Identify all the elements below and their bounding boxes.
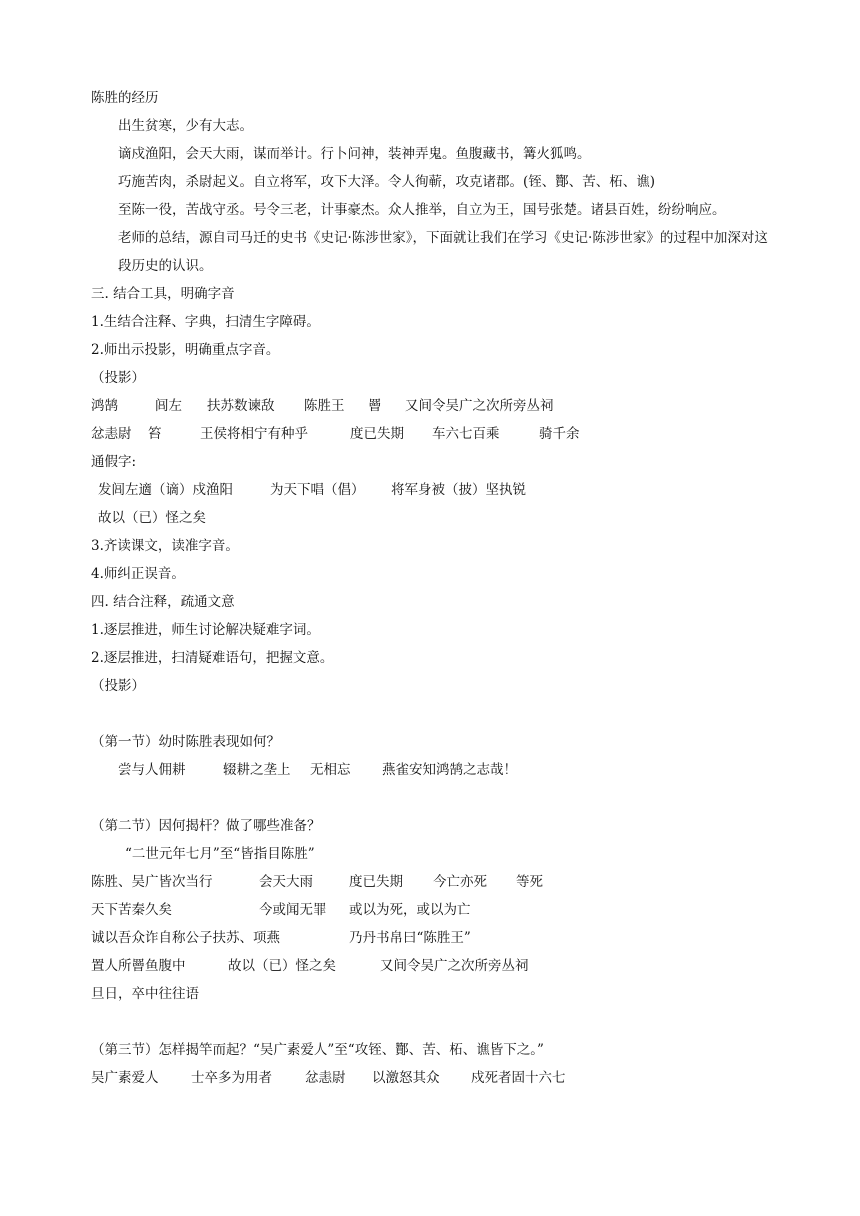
summary-line-1: 出生贫寒，少有大志。 (118, 118, 253, 134)
word: 度已失期 (350, 426, 404, 442)
part1-question: （第一节）幼时陈胜表现如何？ (91, 734, 280, 750)
part2-row-5: 旦日，卒中往往语 (91, 986, 199, 1002)
word: 闾左 (155, 398, 182, 414)
summary-line-3: 巧施苦肉，杀尉起义。自立将军，攻下大泽。令人徇蕲，攻克诸郡。(铚、酇、苦、柘、谯) (118, 174, 656, 190)
word: 发闾左適（谪）戍渔阳 (98, 482, 233, 498)
word: 将军身被（披）坚执锐 (391, 482, 526, 498)
word: 陈胜王 (304, 398, 345, 414)
word: 士卒多为用者 (191, 1070, 272, 1086)
summary-line-2: 谪戍渔阳，会天大雨，谋而举计。行卜问神，装神弄鬼。鱼腹藏书，篝火狐鸣。 (118, 146, 591, 162)
part3-question: （第三节）怎样揭竿而起？“吴广素爱人”至“攻铚、酇、苦、柘、谯皆下之。” (91, 1042, 544, 1058)
word: 等死 (516, 874, 543, 890)
word: 尝与人佣耕 (118, 762, 186, 778)
summary-line-4: 至陈一役，苦战守丞。号令三老，计事豪杰。众人推举，自立为王，国号张楚。诸县百姓，纷纷响应。 (118, 202, 726, 218)
word: 罾 (368, 398, 382, 414)
word: 今或闻无罪 (259, 902, 327, 918)
tongjia-label: 通假字: (91, 454, 137, 470)
part2-row-4 (91, 952, 781, 980)
teacher-note: 老师的总结，源自司马迁的史书《史记·陈涉世家》，下面就让我们在学习《史记·陈涉世家》的过程中加深对这段历史的认识。 (118, 230, 768, 274)
section3-step-4: 4.师纠正误音。 (91, 566, 185, 582)
word: 置人所罾鱼腹中 (91, 958, 186, 974)
part2-row-2 (91, 896, 781, 924)
section3-heading: 三. 结合工具，明确字音 (91, 286, 235, 302)
word: 王侯将相宁有种乎 (200, 426, 308, 442)
word: 今亡亦死 (433, 874, 487, 890)
word: 又间令吴广之次所旁丛祠 (380, 958, 529, 974)
word: 乃丹书帛曰“陈胜王” (349, 930, 471, 946)
word: 又间令吴广之次所旁丛祠 (405, 398, 554, 414)
section4-step-2: 2.逐层推进，扫清疑难语句，把握文意。 (91, 650, 334, 666)
word: 扶苏数谏敌 (207, 398, 275, 414)
section4-heading: 四. 结合注释，疏通文意 (91, 594, 235, 610)
word: 度已失期 (349, 874, 403, 890)
part2-row-1 (91, 868, 781, 896)
section3-step-2: 2.师出示投影，明确重点字音。 (91, 342, 280, 358)
pronunciation-row-2 (91, 420, 781, 448)
word: 笞 (148, 426, 162, 442)
word: 天下苦秦久矣 (91, 902, 172, 918)
projection-label: （投影） (91, 370, 145, 386)
word: 燕雀安知鸿鹄之志哉！ (382, 762, 517, 778)
word: 吴广素爱人 (91, 1070, 159, 1086)
section3-step-1: 1.生结合注释、字典，扫清生字障碍。 (91, 314, 320, 330)
part2-question: （第二节）因何揭杆？做了哪些准备？ (91, 818, 321, 834)
word: 以激怒其众 (372, 1070, 440, 1086)
word: 忿恚尉 (305, 1070, 346, 1086)
part3-row (91, 1064, 781, 1092)
projection-label-2: （投影） (91, 678, 145, 694)
part1-row (91, 756, 781, 784)
document-page (91, 84, 781, 1092)
pronunciation-row-1 (91, 392, 781, 420)
word: 或以为死，或以为亡 (349, 902, 471, 918)
tongjia-row-1 (91, 476, 781, 504)
tongjia-row-2: 故以（已）怪之矣 (98, 510, 206, 526)
word: 鸿鹄 (91, 398, 118, 414)
word: 忿恚尉 (91, 426, 132, 442)
word: 为天下唱（倡） (270, 482, 365, 498)
word: 辍耕之垄上 (223, 762, 291, 778)
part2-range: “二世元年七月”至“皆指目陈胜” (125, 846, 315, 862)
word: 诚以吾众诈自称公子扶苏、项燕 (91, 930, 280, 946)
word: 故以（已）怪之矣 (228, 958, 336, 974)
section-title: 陈胜的经历 (91, 90, 159, 106)
word: 骑千余 (539, 426, 580, 442)
word: 车六七百乘 (432, 426, 500, 442)
word: 陈胜、吴广皆次当行 (91, 874, 213, 890)
word: 无相忘 (310, 762, 351, 778)
section3-step-3: 3.齐读课文，读准字音。 (91, 538, 239, 554)
part2-row-3 (91, 924, 781, 952)
word: 会天大雨 (259, 874, 313, 890)
section4-step-1: 1.逐层推进，师生讨论解决疑难字词。 (91, 622, 320, 638)
word: 戍死者固十六七 (471, 1070, 566, 1086)
